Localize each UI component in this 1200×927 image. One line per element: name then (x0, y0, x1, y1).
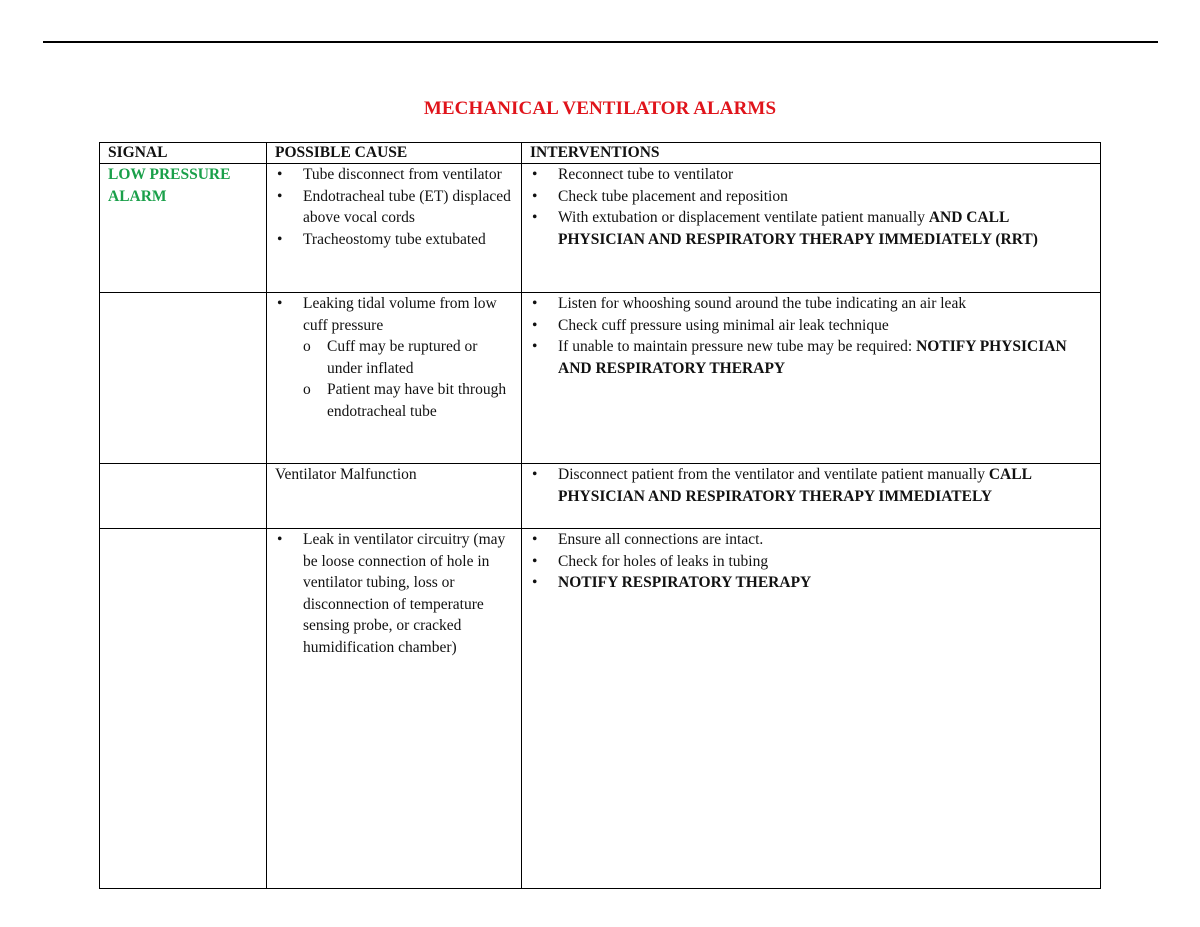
cause-item: • Tracheostomy tube extubated (275, 229, 513, 251)
cause-text: Ventilator Malfunction (275, 466, 417, 483)
cause-cell (267, 464, 522, 529)
intervention-text: Check for holes of leaks in tubing (558, 552, 769, 570)
intervention-emphasis: NOTIFY RESPIRATORY THERAPY (558, 574, 812, 591)
table-header-row (100, 143, 1101, 164)
intervention-text: Reconnect tube to ventilator (558, 166, 734, 183)
interventions-cell (522, 529, 1101, 889)
header-signal: SIGNAL (100, 143, 267, 164)
header-possible-cause: POSSIBLE CAUSE (267, 143, 522, 164)
intervention-item (530, 186, 1092, 208)
cause-list (275, 164, 513, 250)
cause-item: • Tube disconnect from ventilator (275, 164, 513, 186)
intervention-text: Ensure all connections are intact. (558, 531, 764, 548)
signal-cell (100, 164, 267, 293)
cause-list (275, 293, 513, 336)
table-row (100, 164, 1101, 293)
intervention-list (530, 164, 1092, 250)
intervention-text: Check tube placement and reposition (558, 187, 788, 205)
cause-item (275, 293, 513, 336)
intervention-text: Listen for whooshing sound around the tube indicating an air leak (558, 295, 967, 312)
intervention-item (530, 529, 1092, 551)
intervention-item (530, 207, 1092, 250)
document-title: MECHANICAL VENTILATOR ALARMS (423, 98, 777, 119)
table-row (100, 529, 1101, 889)
intervention-item (530, 551, 1092, 573)
intervention-item (530, 336, 1092, 379)
cause-item: • Endotracheal tube (ET) displaced above vocal cords (275, 186, 513, 229)
intervention-emphasis: CALL PHYSICIAN AND RESPIRATORY THERAPY IMMEDIATELY (558, 466, 1032, 505)
interventions-cell (522, 464, 1101, 529)
cause-subitem: o Patient may have bit through endotracheal tube (275, 379, 513, 422)
interventions-cell (522, 293, 1101, 464)
signal-cell (100, 529, 267, 889)
signal-label: LOW PRESSURE ALARM (108, 166, 231, 205)
intervention-item (530, 315, 1092, 337)
header-interventions: INTERVENTIONS (522, 143, 1101, 164)
intervention-list (530, 529, 1092, 594)
interventions-cell (522, 164, 1101, 293)
intervention-item (530, 572, 1092, 594)
intervention-emphasis: AND CALL PHYSICIAN AND RESPIRATORY THERAPY IMMEDIATELY (RRT) (558, 209, 1038, 248)
signal-cell (100, 464, 267, 529)
cause-text: Leaking tidal volume from low cuff pressure (303, 295, 497, 334)
cause-list (275, 529, 513, 658)
signal-cell (100, 293, 267, 464)
table-row (100, 293, 1101, 464)
cause-cell (267, 164, 522, 293)
intervention-emphasis: NOTIFY PHYSICIAN AND RESPIRATORY THERAPY (558, 338, 1067, 377)
intervention-text: Disconnect patient from the ventilator and ventilate patient manually (558, 466, 989, 483)
cause-cell (267, 529, 522, 889)
cause-sublist (275, 336, 513, 422)
table-row (100, 464, 1101, 529)
intervention-item (530, 464, 1092, 507)
intervention-list (530, 293, 1092, 379)
cause-subitem: o Cuff may be ruptured or under inflated (275, 336, 513, 379)
intervention-item (530, 164, 1092, 186)
cause-cell (267, 293, 522, 464)
ventilator-alarms-table (99, 142, 1101, 889)
cause-item: • Leak in ventilator circuitry (may be loose connection of hole in ventilator tubing, loss or disconnection of temperature sensing probe, or cracked humidification chamber) (275, 529, 513, 658)
intervention-text: If unable to maintain pressure new tube may be required: (558, 338, 917, 355)
header-rule (43, 41, 1158, 43)
intervention-text: Check cuff pressure using minimal air leak technique (558, 316, 889, 334)
intervention-text: With extubation or displacement ventilate patient manually (558, 209, 929, 226)
intervention-item (530, 293, 1092, 315)
intervention-list (530, 464, 1092, 507)
